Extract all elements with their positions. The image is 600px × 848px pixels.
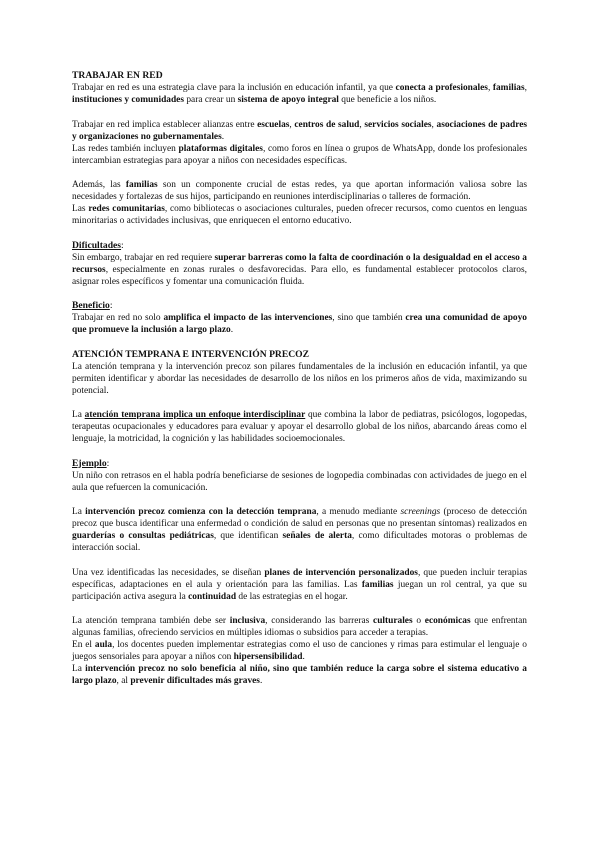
subheading-beneficio: Beneficio: [72, 300, 113, 311]
paragraph-intervencion-deteccion: La intervención precoz comienza con la detección temprana, a menudo mediante screenings (proceso de detección precoz que busca identificar una enfermedad o condición de salud en personas que no presentan síntomas) realizados en guarderías o consultas pediátricas, que identifican señales de alerta, como dificultades motoras o problemas de interacción social. [72, 507, 527, 553]
paragraph-ejemplo: Un niño con retrasos en el habla podría beneficiarse de sesiones de logopedia combinadas con actividades de juego en el aula que refuercen la comunicación. [72, 470, 527, 493]
paragraph-atencion-intro: La atención temprana y la intervención precoz son pilares fundamentales de la inclusión en educación infantil, ya que permiten identificar y abordar las necesidades de desarrollo de los niños en los primeros años de vida, maximizando su potencial. [72, 361, 527, 396]
subheading-dificultades: Dificultades: [72, 239, 124, 251]
paragraph-intervencion-conclusion: La intervención precoz no solo beneficia al niño, sino que también reduce la carga sobre el sistema educativo a largo plazo, al prevenir dificultades más graves. [72, 664, 527, 686]
document-body [72, 70, 527, 687]
paragraph-red-comunitarias: Las redes comunitarias, como bibliotecas o asociaciones culturales, pueden ofrecer recursos, como cuentos en lenguas minoritarias o actividades inclusivas, que enriquecen el entorno educativo. [72, 204, 528, 226]
section-heading-trabajar-en-red: TRABAJAR EN RED [72, 70, 163, 81]
section-heading-atencion-temprana: ATENCIÓN TEMPRANA E INTERVENCIÓN PRECOZ [72, 348, 310, 360]
paragraph-red-alianzas: Trabajar en red implica establecer alianzas entre escuelas, centros de salud, servicios sociales, asociaciones de padres y organizaciones no gubernamentales. [72, 119, 528, 142]
paragraph-intervencion-planes: Una vez identificadas las necesidades, se diseñan planes de intervención personalizados, que pueden incluir terapias específicas, adaptaciones en el aula y orientación para las familias. Las familias juegan un rol central, ya que su participación activa asegura la continuidad de las estrategias en el hogar. [72, 567, 528, 602]
paragraph-intervencion-aula: En el aula, los docentes pueden implementar estrategias como el uso de canciones y rimas para estimular el lenguaje o juegos sensoriales para apoyar a niños con hipersensibilidad. [72, 640, 527, 662]
paragraph-red-intro: Trabajar en red es una estrategia clave para la inclusión en educación infantil, ya que conecta a profesionales, familias, instituciones y comunidades para crear un sistema de apoyo integral que beneficie a los niños. [72, 83, 527, 105]
paragraph-beneficio: Trabajar en red no solo amplifica el impacto de las intervenciones, sino que también crea una comunidad de apoyo que promueve la inclusión a largo plazo. [72, 313, 527, 335]
paragraph-red-plataformas: Las redes también incluyen plataformas digitales, como foros en línea o grupos de WhatsApp, donde los profesionales intercambian estrategias para apoyar a niños con necesidades específicas. [72, 143, 527, 166]
paragraph-atencion-interdisciplinar: La atención temprana implica un enfoque interdisciplinar que combina la labor de pediatras, psicólogos, logopedas, terapeutas ocupacionales y educadores para evaluar y apoyar el desarrollo global de los niños, abarcando áreas como el lenguaje, la motricidad, la cognición y las habilidades socioemocionales. [72, 410, 527, 444]
paragraph-red-familias: Además, las familias son un componente crucial de estas redes, ya que aportan información valiosa sobre las necesidades y fortalezas de sus hijos, participando en reuniones interdisciplinarias o talleres de formación. [72, 180, 527, 202]
subheading-ejemplo: Ejemplo: [72, 457, 110, 469]
paragraph-intervencion-inclusiva: La atención temprana también debe ser inclusiva, considerando las barreras culturales o económicas que enfrentan algunas familias, ofreciendo servicios en múltiples idiomas o subsidios para acceder a terapias. [72, 616, 527, 638]
paragraph-dificultades: Sin embargo, trabajar en red requiere superar barreras como la falta de coordinación o la desigualdad en el acceso a recursos, especialmente en zonas rurales o desfavorecidas. Para ello, es fundamental establecer protocolos claros, asignar roles específicos y fomentar una comunicación fluida. [72, 252, 527, 287]
